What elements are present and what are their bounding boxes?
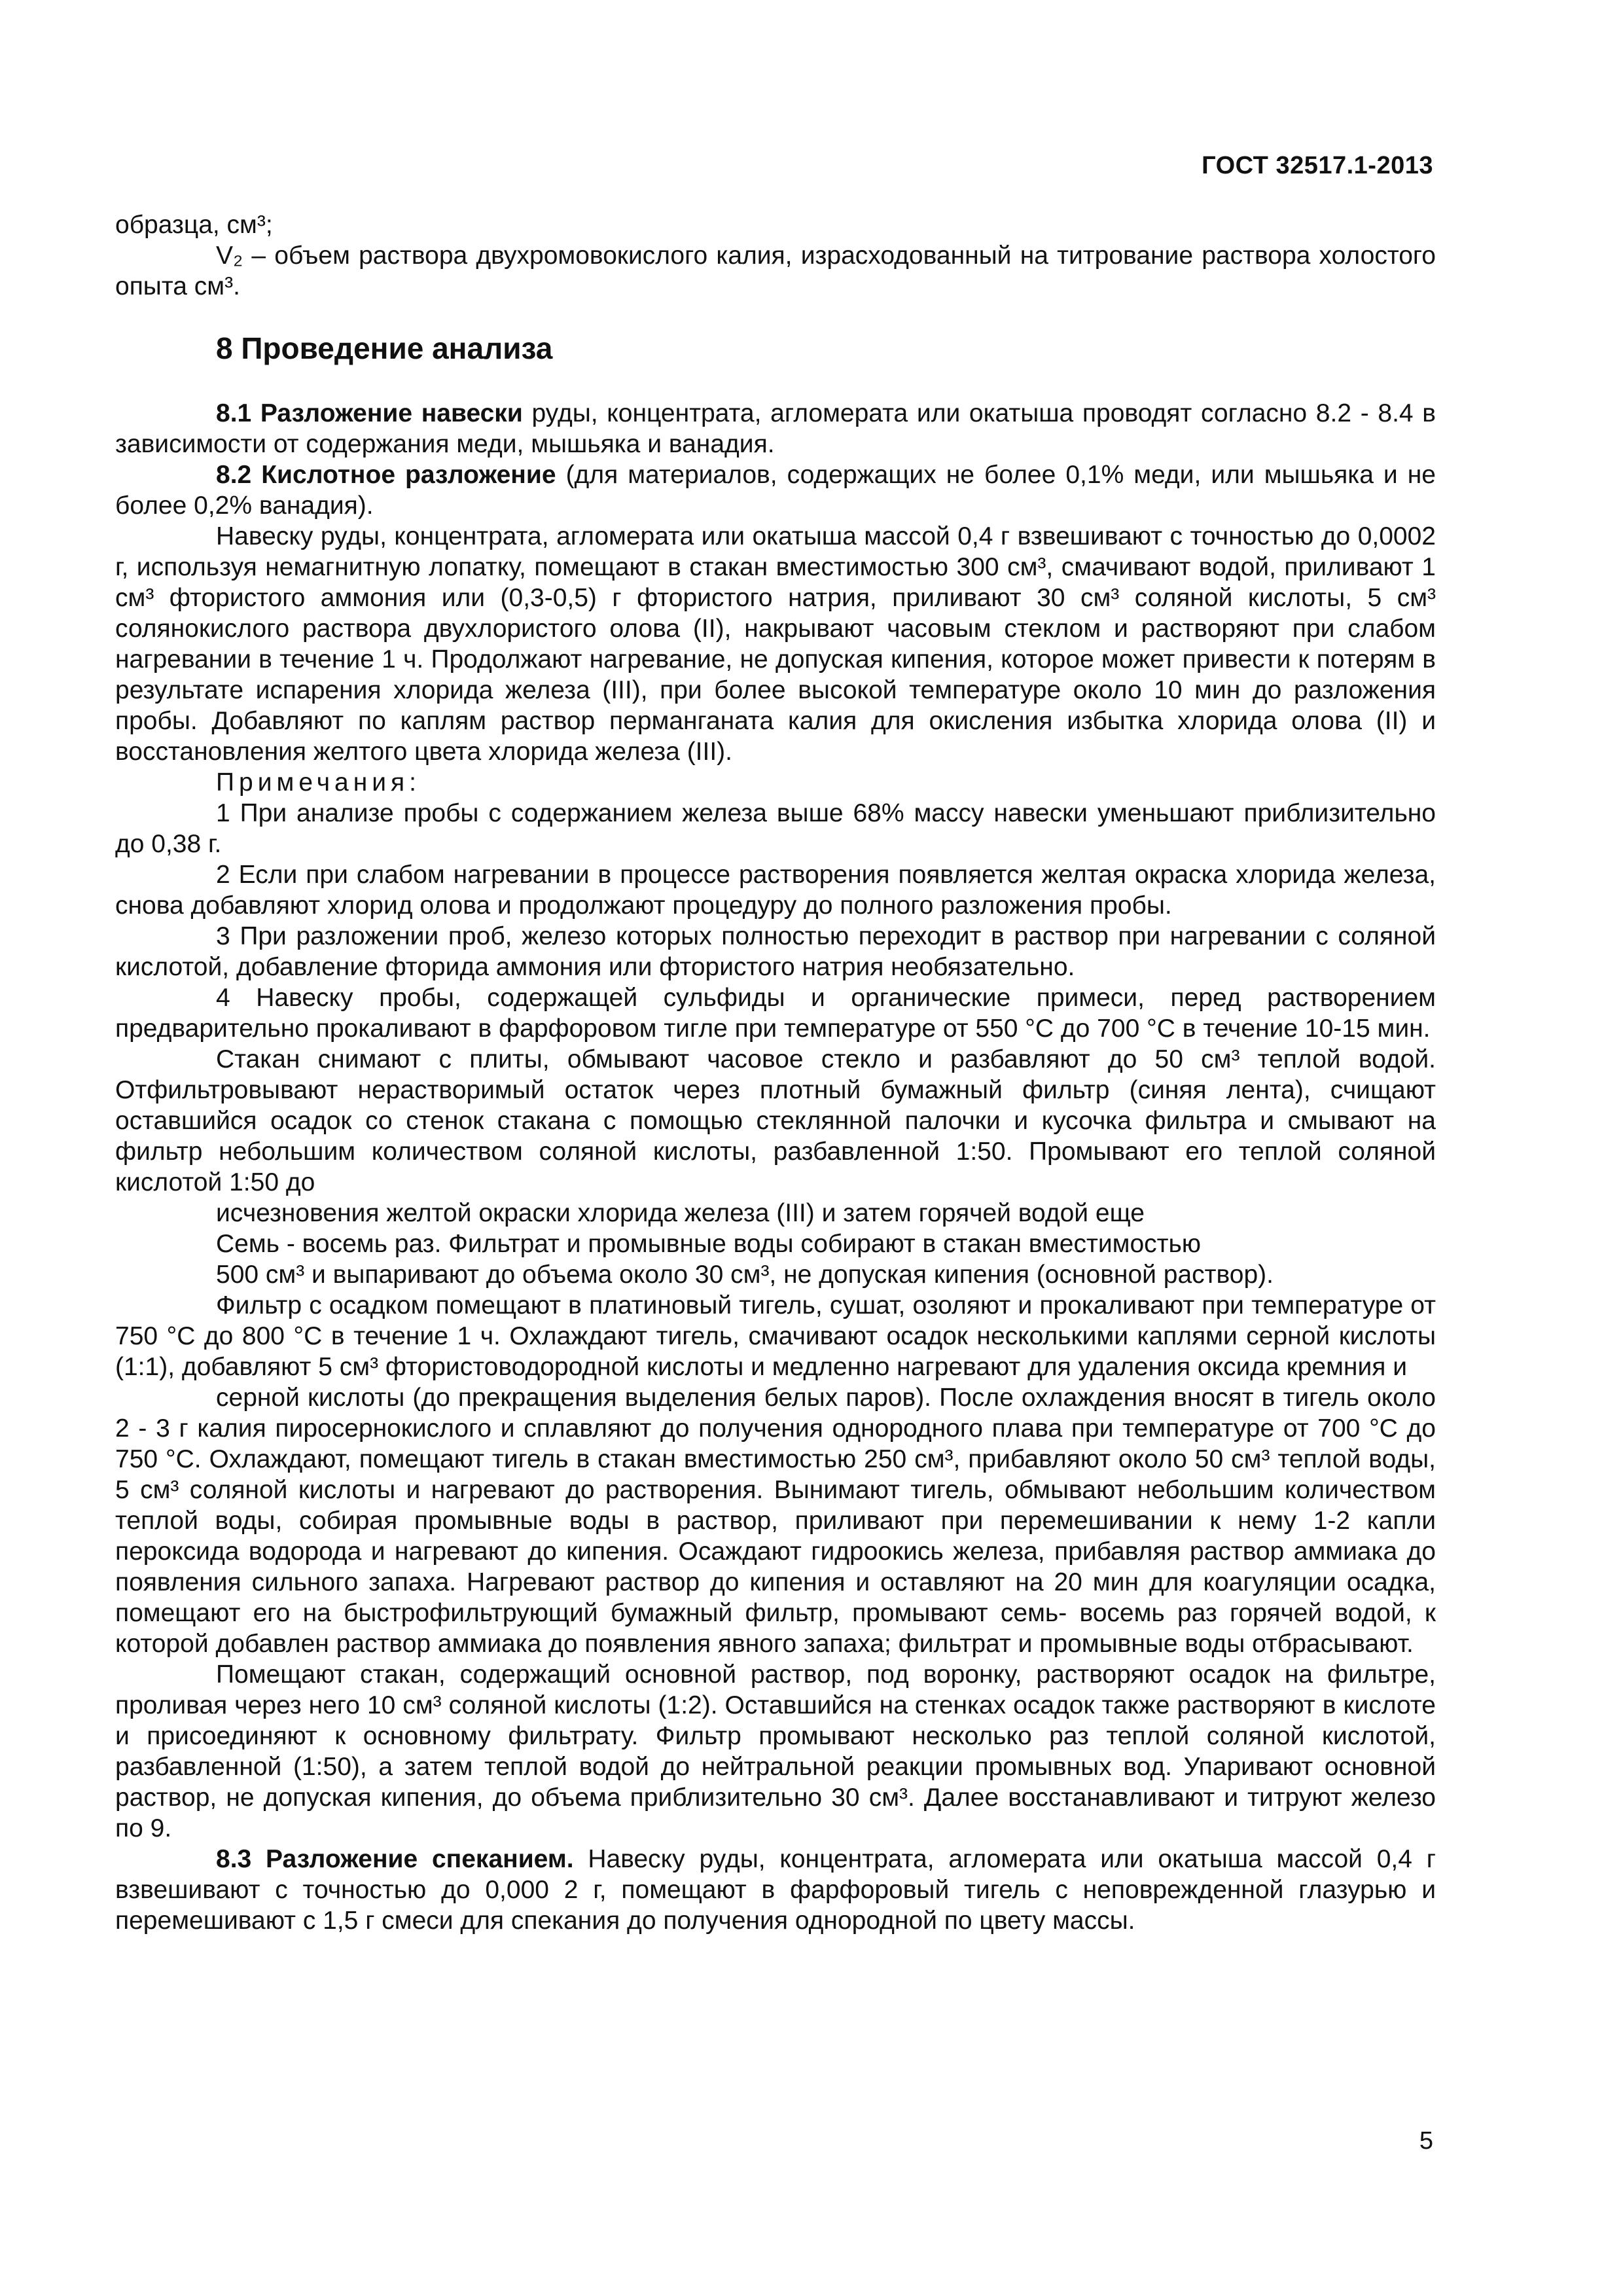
clause-title: 8.1 Разложение навески xyxy=(216,399,523,427)
paragraph: 500 см³ и выпаривают до объема около 30 см³, не допуская кипения (основной раствор). xyxy=(216,1261,1274,1289)
paragraph: исчезновения желтой окраски хлорида железа (III) и затем горячей водой еще xyxy=(216,1199,1145,1227)
notes-heading: Примечания: xyxy=(216,768,421,797)
paragraph: Навеску руды, концентрата, агломерата или окатыша массой 0,4 г взвешивают с точностью до 0,0002 г, используя немагнитную лопатку, помещают в стакан вместимостью 300 см³, смачивают водой, приливают 1 см³ фтористого аммония или (0,3-0,5) г фтористого натрия, приливают 30 см³ соляной кислоты, 5 см³ солянокислого раствора двухлористого олова (II), накрывают часовым стеклом и растворяют при слабом нагревании в течение 1 ч. Продолжают нагревание, не допуская кипения, которое может привести к потерям в результате испарения хлорида железа (III), при более высокой температуре около 10 мин до разложения пробы. Добавляют по каплям раствор перманганата калия для окисления избытка хлорида олова (II) и восстановления желтого цвета хлорида железа (III). xyxy=(115,522,1436,766)
paragraph: Фильтр с осадком помещают в платиновый тигель, сушат, озоляют и прокаливают при температуре от 750 °С до 800 °С в течение 1 ч. Охлаждают тигель, смачивают осадок несколькими каплями серной кислоты (1:1), добавляют 5 см³ фтористоводородной кислоты и медленно нагревают для удаления оксида кремния и xyxy=(115,1291,1436,1381)
paragraph: 8.2 Кислотное разложение (для материалов, содержащих не более 0,1% меди, или мышьяка и не более 0,2% ванадия). xyxy=(115,461,1436,520)
clause-title: 8.3 Разложение спеканием. xyxy=(216,1845,574,1873)
section-heading: 8 Проведение анализа xyxy=(216,331,553,365)
paragraph: образца, см³; xyxy=(115,211,273,239)
page-number: 5 xyxy=(1419,2127,1433,2155)
note-item: 1 При анализе пробы с содержанием железа выше 68% массу навески уменьшают приблизительно до 0,38 г. xyxy=(115,799,1436,858)
note-item: 4 Навеску пробы, содержащей сульфиды и органические примеси, перед растворением предварительно прокаливают в фарфоровом тигле при температуре от 550 °С до 700 °С в течение 10-15 мин. xyxy=(115,984,1436,1043)
paragraph: Стакан снимают с плиты, обмывают часовое стекло и разбавляют до 50 см³ теплой водой. Отфильтровывают нерастворимый остаток через плотный бумажный фильтр (синяя лента), счищают оставшийся осадок со стенок стакана с помощью стеклянной палочки и кусочка фильтра и смывают на фильтр небольшим количеством соляной кислоты, разбавленной 1:50. Промывают его теплой соляной кислотой 1:50 до xyxy=(115,1045,1436,1196)
paragraph: 8.1 Разложение навески руды, концентрата, агломерата или окатыша проводят согласно 8.2 - 8.4 в зависимости от содержания меди, мышьяка и ванадия. xyxy=(115,399,1436,458)
paragraph: серной кислоты (до прекращения выделения белых паров). После охлаждения вносят в тигель около 2 - 3 г калия пиросернокислого и сплавляют до получения однородного плава при температуре от 700 °С до 750 °С. Охлаждают, помещают тигель в стакан вместимостью 250 см³, прибавляют около 50 см³ теплой воды, 5 см³ соляной кислоты и нагревают до растворения. Вынимают тигель, обмывают небольшим количеством теплой воды, собирая промывные воды в раствор, приливают при перемешивании к нему 1-2 капли пероксида водорода и нагревают до кипения. Осаждают гидроокись железа, прибавляя раствор аммиака до появления сильного запаха. Нагревают раствор до кипения и оставляют на 20 мин для коагуляции осадка, помещают его на быстрофильтрующий бумажный фильтр, промывают семь- восемь раз горячей водой, к которой добавлен раствор аммиака до появления явного запаха; фильтрат и промывные воды отбрасывают. xyxy=(115,1384,1436,1658)
paragraph: Семь - восемь раз. Фильтрат и промывные воды собирают в стакан вместимостью xyxy=(216,1230,1202,1258)
body-text xyxy=(115,209,1436,1936)
clause-title: 8.2 Кислотное разложение xyxy=(216,461,556,489)
paragraph: V₂ – объем раствора двухромовокислого калия, израсходованный на титрование раствора холостого опыта см³. xyxy=(115,242,1436,300)
paragraph: 8.3 Разложение спеканием. Навеску руды, концентрата, агломерата или окатыша массой 0,4 г взвешивают с точностью до 0,000 2 г, помещают в фарфоровый тигель с неповрежденной глазурью и перемешивают с 1,5 г смеси для спекания до получения однородной по цвету массы. xyxy=(115,1845,1436,1935)
note-item: 2 Если при слабом нагревании в процессе растворения появляется желтая окраска хлорида железа, снова добавляют хлорид олова и продолжают процедуру до полного разложения пробы. xyxy=(115,861,1436,920)
document-code-header: ГОСТ 32517.1-2013 xyxy=(1202,152,1433,179)
paragraph: Помещают стакан, содержащий основной раствор, под воронку, растворяют осадок на фильтре, проливая через него 10 см³ соляной кислоты (1:2). Оставшийся на стенках осадок также растворяют в кислоте и присоединяют к основному фильтрату. Фильтр промывают несколько раз теплой соляной кислотой, разбавленной (1:50), а затем теплой водой до нейтральной реакции промывных вод. Упаривают основной раствор, не допуская кипения, до объема приблизительно 30 см³. Далее восстанавливают и титруют железо по 9. xyxy=(115,1660,1436,1842)
note-item: 3 При разложении проб, железо которых полностью переходит в раствор при нагревании с соляной кислотой, добавление фторида аммония или фтористого натрия необязательно. xyxy=(115,922,1436,981)
